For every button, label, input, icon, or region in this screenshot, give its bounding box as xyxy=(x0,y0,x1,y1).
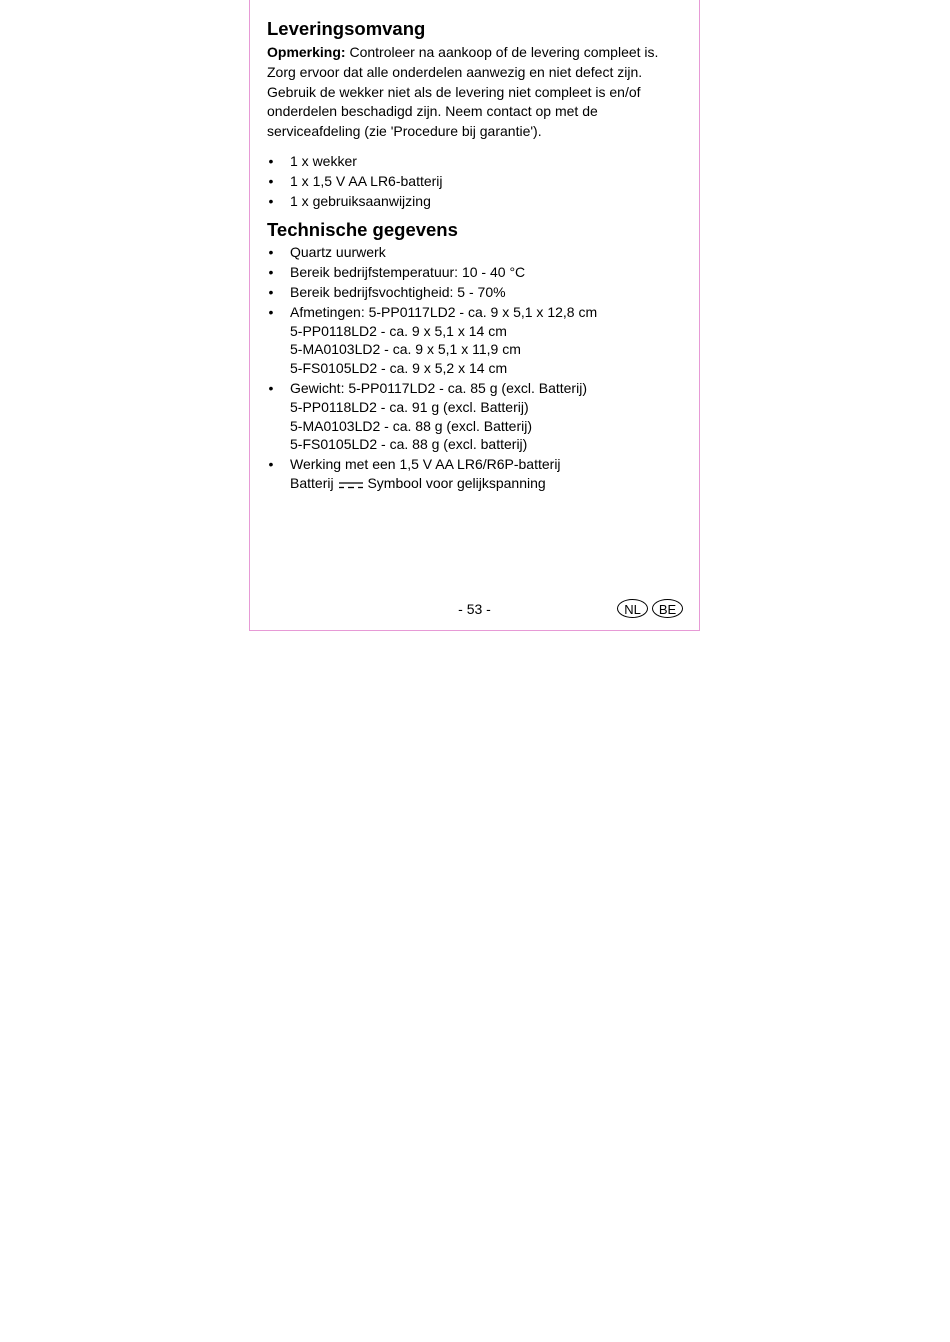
list-item xyxy=(267,172,687,191)
bullet-icon: • xyxy=(268,456,274,473)
page-footer xyxy=(250,598,699,622)
supply-item-text: 1 x 1,5 V AA LR6-batterij xyxy=(290,172,443,189)
page-content xyxy=(267,17,687,494)
supply-section xyxy=(267,17,687,211)
bullet-icon: • xyxy=(268,192,274,209)
note-text-part1: Controleer na aankoop of de levering compleet is. xyxy=(345,44,659,60)
spec-line: 5-FS0105LD2 - ca. 9 x 5,2 x 14 cm xyxy=(290,360,508,377)
bullet-icon: • xyxy=(268,152,274,169)
bullet-icon: • xyxy=(268,380,274,397)
dc-line-suffix: Symbool voor gelijkspanning xyxy=(367,475,546,492)
country-badge-be: BE xyxy=(652,599,683,618)
dc-voltage-icon xyxy=(339,476,365,486)
spec-line: Bereik bedrijfsvochtigheid: 5 - 70% xyxy=(290,283,506,300)
bullet-icon: • xyxy=(268,303,274,320)
list-item xyxy=(267,243,687,262)
bullet-icon: • xyxy=(268,263,274,280)
supply-note xyxy=(267,43,687,142)
note-label: Opmerking: xyxy=(267,44,346,60)
list-item xyxy=(267,283,687,302)
list-item xyxy=(267,379,687,454)
spec-line: 5-MA0103LD2 - ca. 88 g (excl. Batterij) xyxy=(290,417,532,434)
supply-list xyxy=(267,152,687,211)
bullet-icon: • xyxy=(268,172,274,189)
spec-line: Bereik bedrijfstemperatuur: 10 - 40 °C xyxy=(290,263,526,280)
dc-line xyxy=(290,474,687,493)
specs-heading: Technische gegevens xyxy=(267,218,458,240)
spec-line: 5-PP0118LD2 - ca. 9 x 5,1 x 14 cm xyxy=(290,322,507,339)
country-badge-nl: NL xyxy=(617,599,648,618)
spec-line: 5-FS0105LD2 - ca. 88 g (excl. batterij) xyxy=(290,436,528,453)
supply-heading: Leveringsomvang xyxy=(267,18,426,39)
bullet-icon: • xyxy=(268,283,274,300)
dc-line-prefix: Batterij xyxy=(290,475,334,492)
list-item xyxy=(267,455,687,493)
specs-list xyxy=(267,243,687,493)
note-text-part2: Zorg ervoor dat alle onderdelen aanwezig en niet defect zijn. Gebruik de wekker niet als de levering niet compleet is en/of onderdelen beschadigd zijn. Neem contact op met de serviceafdeling (zie 'Procedure bij garantie'). xyxy=(267,63,643,140)
spec-line: Werking met een 1,5 V AA LR6/R6P-batterij xyxy=(290,456,561,473)
document-page xyxy=(249,0,700,631)
supply-item-text: 1 x wekker xyxy=(290,152,357,169)
specs-section xyxy=(267,218,687,493)
spec-line: Afmetingen: 5-PP0117LD2 - ca. 9 x 5,1 x 12,8 cm xyxy=(290,303,598,320)
spec-line: Quartz uurwerk xyxy=(290,243,386,260)
page-number: - 53 - xyxy=(458,601,491,617)
list-item xyxy=(267,192,687,211)
bullet-icon: • xyxy=(268,243,274,260)
supply-item-text: 1 x gebruiksaanwijzing xyxy=(290,192,431,209)
spec-line: Gewicht: 5-PP0117LD2 - ca. 85 g (excl. Batterij) xyxy=(290,380,587,397)
list-item xyxy=(267,303,687,378)
list-item xyxy=(267,152,687,171)
spec-line: 5-PP0118LD2 - ca. 91 g (excl. Batterij) xyxy=(290,398,529,415)
spec-line: 5-MA0103LD2 - ca. 9 x 5,1 x 11,9 cm xyxy=(290,341,521,358)
list-item xyxy=(267,263,687,282)
